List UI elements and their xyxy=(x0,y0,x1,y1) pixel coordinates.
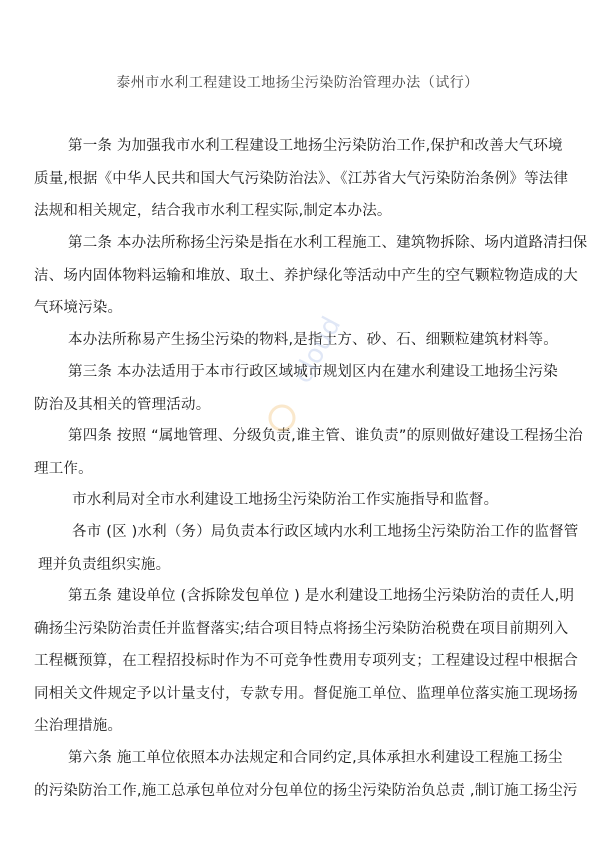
text-line: 本办法所称易产生扬尘污染的物料,是指土方、砂、石、细颗粒建筑材料等。 xyxy=(68,332,558,348)
text-line: 第三条 本办法适用于本市行政区域城市规划区内在建水利建设工地扬尘污染 xyxy=(68,364,558,380)
text-line: 质量,根据《中华人民共和国大气污染防治法》、《江苏省大气污染防治条例》等法律 xyxy=(34,170,569,187)
paragraph-article-1 xyxy=(34,130,569,228)
paragraph-article-6 xyxy=(34,742,578,807)
text-line: 第六条 施工单位依照本办法规定和合同约定,具体承担水利建设工程施工扬尘 xyxy=(68,750,563,766)
paragraph-article-4 xyxy=(34,420,583,485)
text-line: 各市 (区 )水利（务）局负责本行政区域内水利工地扬尘污染防治工作的监督管 xyxy=(72,524,579,540)
text-line: 确扬尘污染防治责任并监督落实;结合项目特点将扬尘污染防治税费在项目前期列入 xyxy=(34,620,569,637)
text-line: 工程概预算，在工程招投标时作为不可竞争性费用专项列支；工程建设过程中根据合 xyxy=(34,653,578,669)
text-line: 第一条 为加强我市水利工程建设工地扬尘污染防治工作,保护和改善大气环境 xyxy=(68,138,563,154)
text-line: 法规和相关规定，结合我市水利工程实际,制定本办法。 xyxy=(34,203,392,219)
paragraph-article-3 xyxy=(34,356,558,421)
document-title: 泰州市水利工程建设工地扬尘污染防治管理办法（试行） xyxy=(116,75,479,91)
paragraph-article-5 xyxy=(34,580,578,743)
text-line: 市水利局对全市水利建设工地扬尘污染防治工作实施指导和监督。 xyxy=(72,492,499,508)
text-line: 同相关文件规定予以计量支付，专款专用。督促施工单位、监理单位落实施工现场扬 xyxy=(34,685,578,702)
text-line: 理工作。 xyxy=(34,460,93,477)
text-line: 理并负责组织实施。 xyxy=(38,556,171,573)
paragraph-district-bureaus xyxy=(38,516,579,581)
text-line: 防治及其相关的管理活动。 xyxy=(34,396,211,413)
text-line: 第四条 按照 “属地管理、分级负责,谁主管、谁负责”的原则做好建设工程扬尘治 xyxy=(68,428,583,444)
text-line: 的污染防治工作,施工总承包单位对分包单位的扬尘污染防治负总责 ,制订施工扬尘污 xyxy=(34,782,578,799)
paragraph-material-definition xyxy=(68,324,558,357)
text-line: 尘治理措施。 xyxy=(34,718,123,734)
text-line: 洁、场内固体物料运输和堆放、取土、养护绿化等活动中产生的空气颗粒物造成的大 xyxy=(34,267,578,284)
paragraph-article-2 xyxy=(34,227,588,325)
paragraph-city-bureau xyxy=(72,484,498,517)
text-line: 第二条 本办法所称扬尘污染是指在水利工程施工、建筑物拆除、场内道路清扫保 xyxy=(68,235,588,251)
text-line: 气环境污染。 xyxy=(34,300,123,316)
text-line: 第五条 建设单位 (含拆除发包单位 ) 是水利建设工地扬尘污染防治的责任人,明 xyxy=(68,588,575,604)
watermark-text: cloud xyxy=(287,312,348,389)
